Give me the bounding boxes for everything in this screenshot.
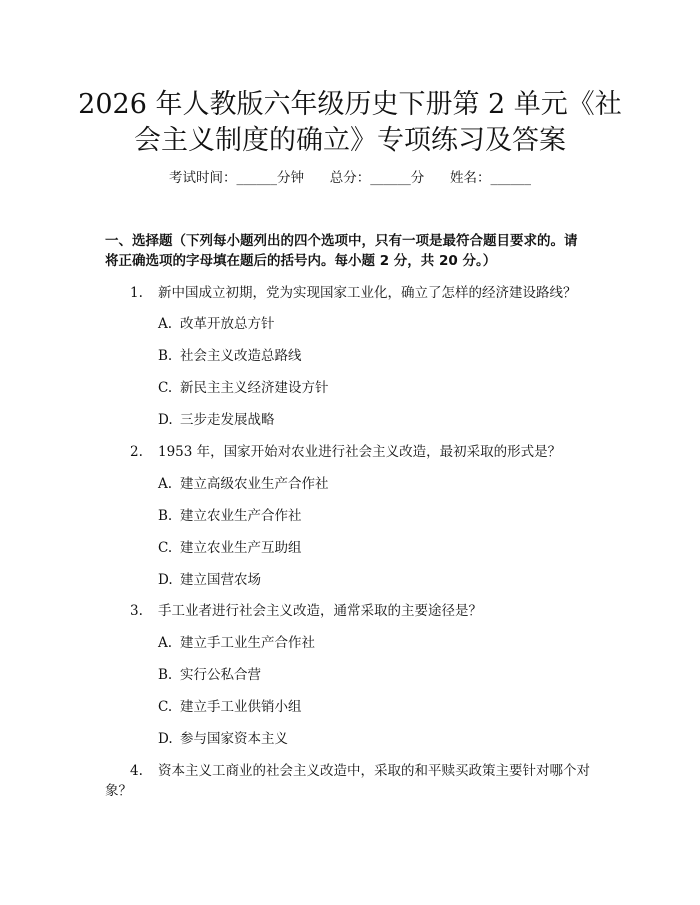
question-number: 1. (130, 285, 143, 301)
option-text: 三步走发展战略 (180, 412, 275, 428)
document-title-line-1: 2026 年人教版六年级历史下册第 2 单元《社 (78, 89, 622, 120)
option-letter: D. (158, 572, 173, 588)
option-letter: B. (158, 348, 173, 364)
question-3-option-b (158, 665, 261, 685)
option-letter: A. (158, 476, 173, 492)
option-letter: D. (158, 412, 173, 428)
option-text: 建立国营农场 (180, 572, 261, 588)
document-title-line-2: 会主义制度的确立》专项练习及答案 (134, 125, 566, 156)
question-text: 手工业者进行社会主义改造，通常采取的主要途径是？ (158, 603, 482, 619)
option-text: 建立手工业供销小组 (180, 699, 302, 715)
option-text: 建立农业生产互助组 (180, 540, 302, 556)
question-2-option-c (158, 538, 302, 558)
question-3-option-c (158, 697, 302, 717)
question-3-option-a (158, 633, 315, 653)
question-2-option-d (158, 570, 261, 590)
question-1-option-c (158, 378, 329, 398)
question-1-option-d (158, 410, 275, 430)
question-text: 资本主义工商业的社会主义改造中，采取的和平赎买政策主要针对哪个对 (158, 763, 590, 779)
option-letter: B. (158, 667, 173, 683)
section-header-line-1: 一、选择题（下列每小题列出的四个选项中，只有一项是最符合题目要求的。请 (105, 233, 578, 249)
option-letter: D. (158, 731, 173, 747)
question-1-option-b (158, 346, 302, 366)
option-text: 建立农业生产合作社 (180, 508, 302, 524)
option-text: 社会主义改造总路线 (180, 348, 302, 364)
option-text: 建立手工业生产合作社 (180, 635, 315, 651)
option-text: 改革开放总方针 (180, 316, 275, 332)
question-4-text-continuation: 象？ (105, 783, 132, 799)
question-number: 4. (130, 763, 143, 779)
option-text: 实行公私合营 (180, 667, 261, 683)
option-letter: B. (158, 508, 173, 524)
option-letter: C. (158, 540, 173, 556)
section-header-line-2: 将正确选项的字母填在题后的括号内。每小题 2 分，共 20 分。） (105, 253, 497, 269)
option-letter: A. (158, 316, 173, 332)
exam-info-line: 考试时间：______分钟 总分：______分 姓名：______ (169, 170, 531, 186)
question-number: 2. (130, 444, 143, 460)
question-1-option-a (158, 314, 275, 334)
option-text: 参与国家资本主义 (180, 731, 288, 747)
question-number: 3. (130, 603, 143, 619)
option-letter: C. (158, 699, 173, 715)
question-text: 新中国成立初期，党为实现国家工业化，确立了怎样的经济建设路线？ (158, 285, 577, 301)
question-2-option-a (158, 474, 329, 494)
question-3-option-d (158, 729, 288, 749)
question-2-option-b (158, 506, 302, 526)
option-letter: A. (158, 635, 173, 651)
option-text: 建立高级农业生产合作社 (180, 476, 329, 492)
option-text: 新民主主义经济建设方针 (180, 380, 329, 396)
option-letter: C. (158, 380, 173, 396)
question-text: 1953 年，国家开始对农业进行社会主义改造，最初采取的形式是？ (158, 444, 562, 460)
